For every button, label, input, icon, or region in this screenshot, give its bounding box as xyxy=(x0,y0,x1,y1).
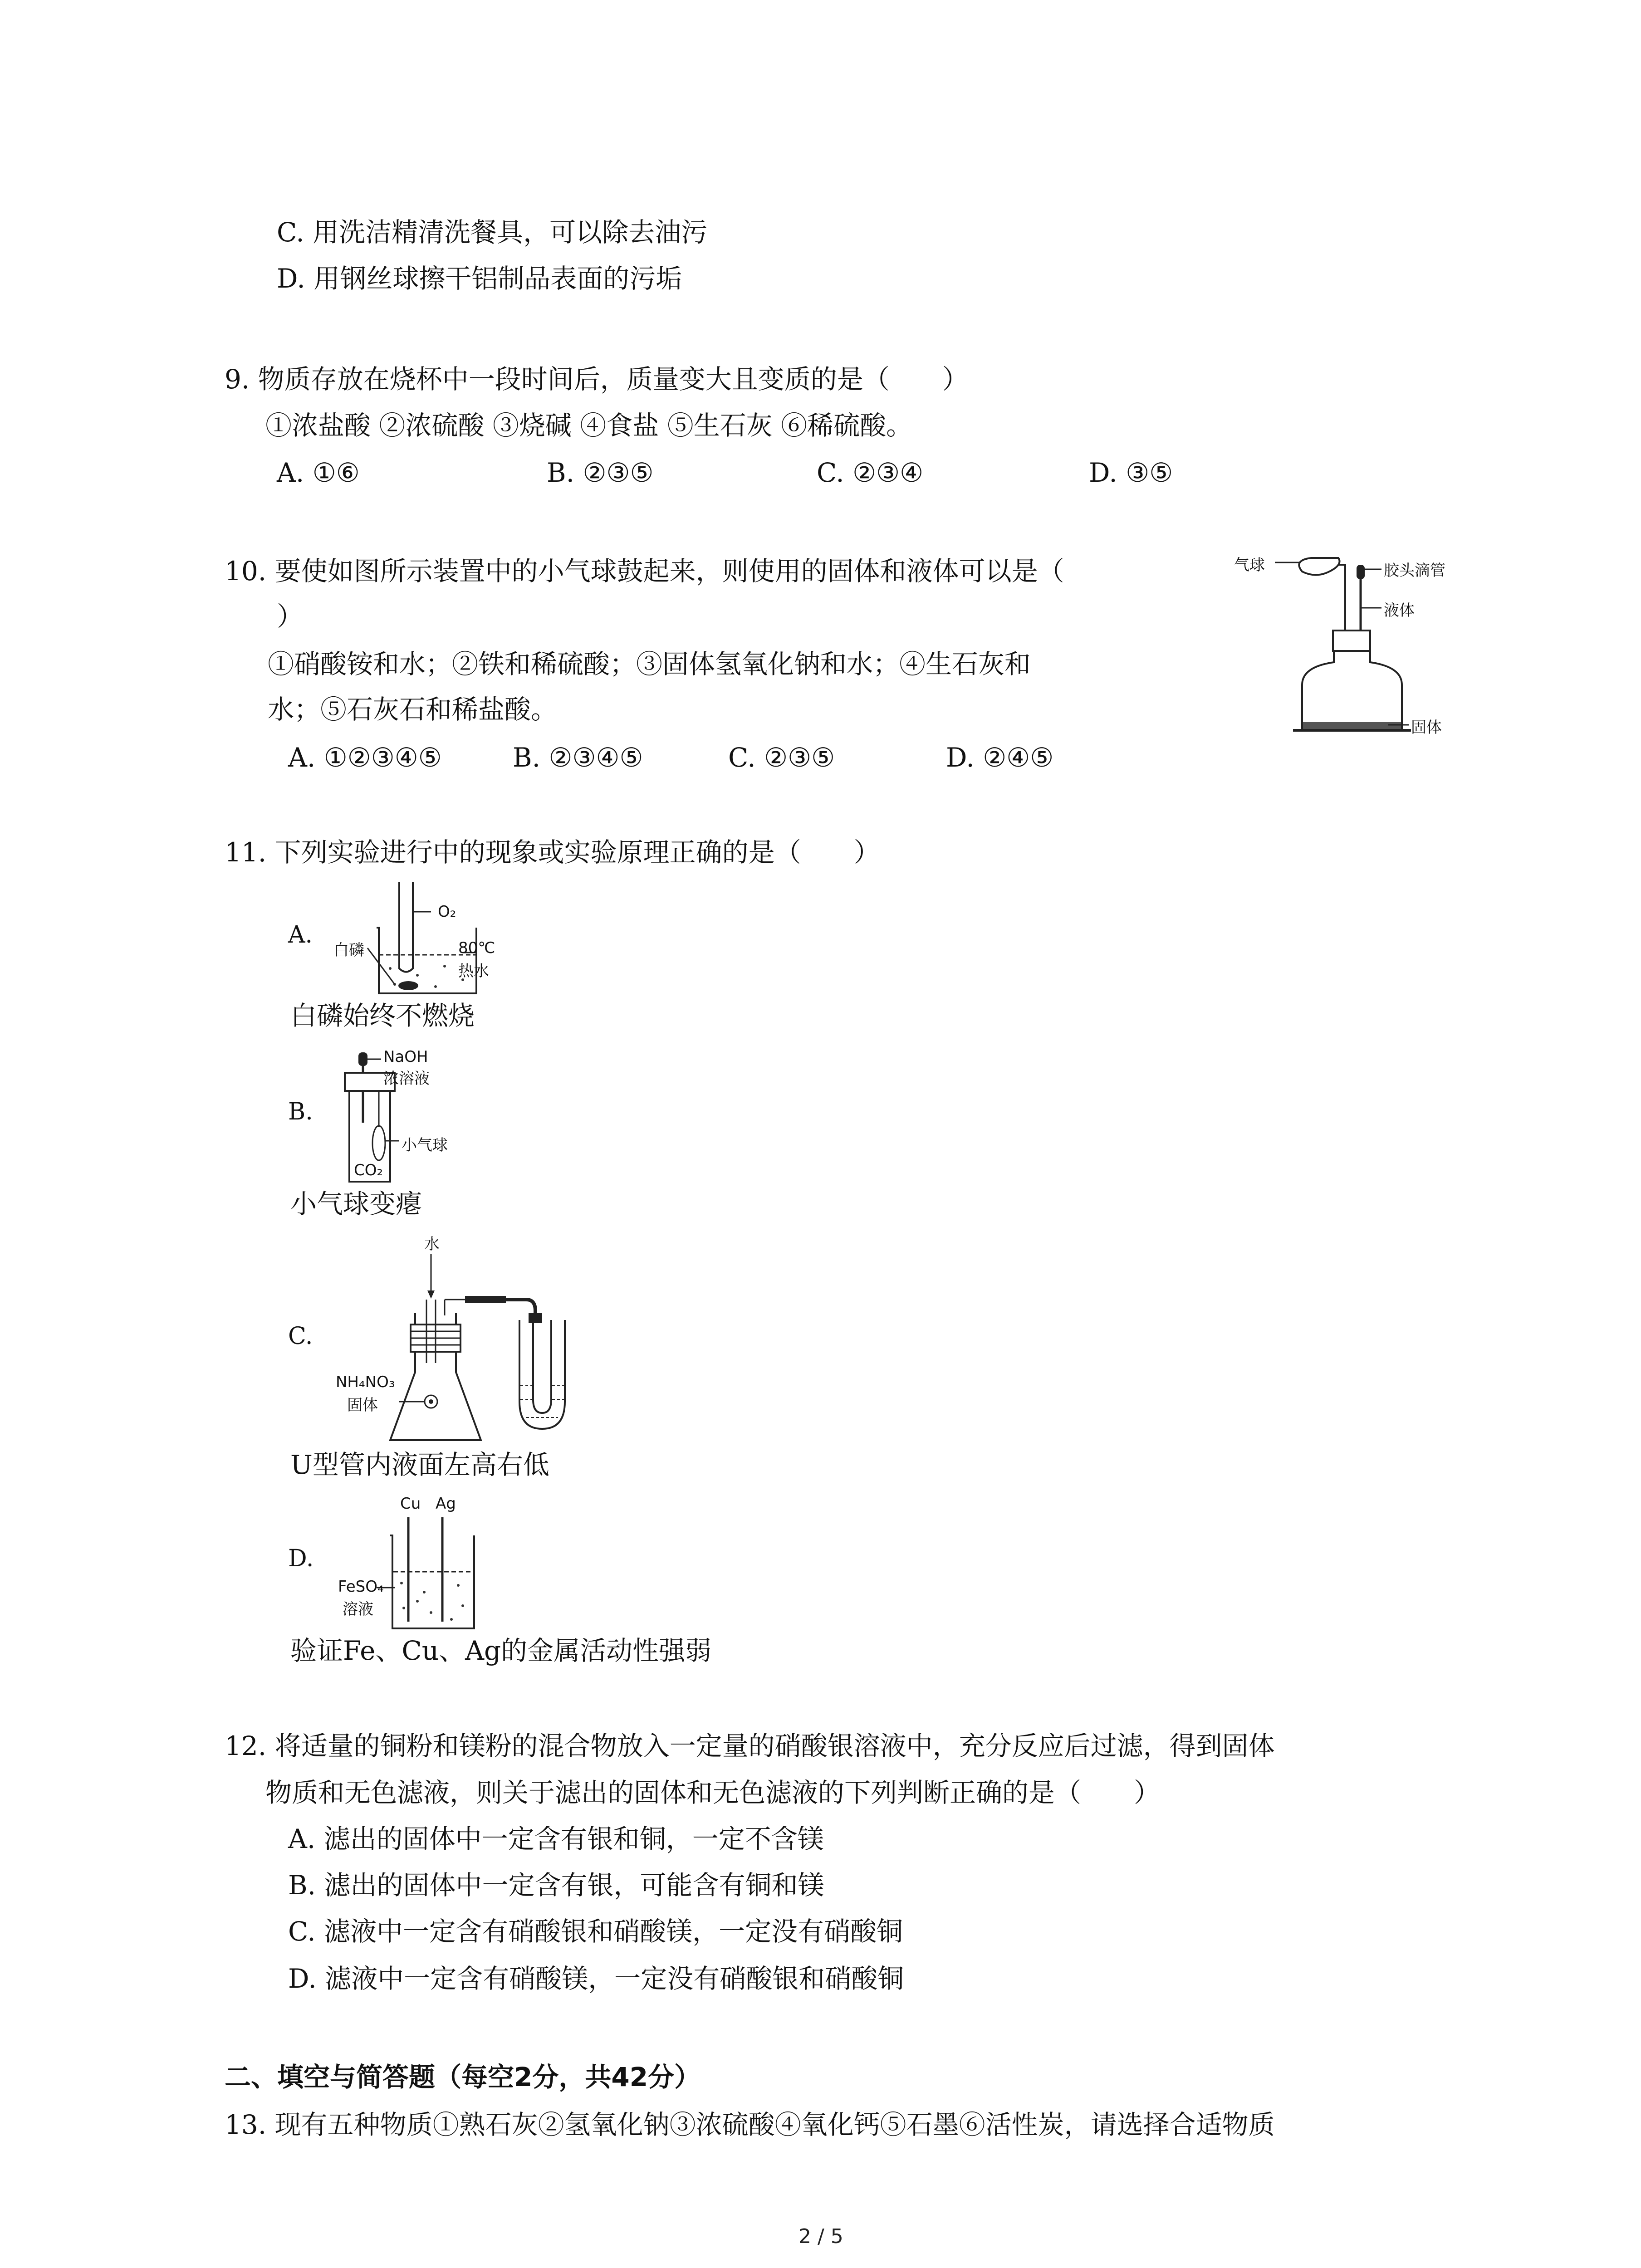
q11-d-letter: D. xyxy=(288,1545,314,1572)
q11-a-letter: A. xyxy=(288,921,313,948)
q11-c-label-nh4no3: NH₄NO₃ xyxy=(336,1373,395,1391)
q10-option-b: B. ②③④⑤ xyxy=(513,742,643,773)
q10-stem-line1: 10. 要使如图所示装置中的小气球鼓起来，则使用的固体和液体可以是（ xyxy=(225,556,1064,587)
q13-stem: 13. 现有五种物质①熟石灰②氢氧化钠③浓硫酸④氧化钙⑤石墨⑥活性炭，请选择合适物质 xyxy=(225,2109,1275,2140)
q12-option-b: B. 滤出的固体中一定含有银，可能含有铜和镁 xyxy=(288,1870,824,1901)
q9-option-c: C. ②③④ xyxy=(817,457,924,488)
q11-b-label-balloon: 小气球 xyxy=(402,1136,448,1154)
q10-label-balloon: 气球 xyxy=(1234,556,1265,574)
q11-c-letter: C. xyxy=(288,1323,313,1350)
q11-b-figure xyxy=(327,1046,508,1186)
q10-option-c: C. ②③⑤ xyxy=(728,742,835,773)
q12-stem-line2: 物质和无色滤液，则关于滤出的固体和无色滤液的下列判断正确的是（ ） xyxy=(265,1777,1161,1808)
q10-list-line2: 水；⑤石灰石和稀盐酸。 xyxy=(268,694,558,725)
q11-c-caption: U型管内液面左高右低 xyxy=(290,1449,549,1480)
q11-b-label-naoh: NaOH xyxy=(383,1048,428,1066)
q11-stem: 11. 下列实验进行中的现象或实验原理正确的是（ ） xyxy=(225,837,880,868)
q12-option-d: D. 滤液中一定含有硝酸镁，一定没有硝酸银和硝酸铜 xyxy=(288,1963,904,1994)
q11-a-caption: 白磷始终不燃烧 xyxy=(290,1000,475,1031)
q11-c-figure xyxy=(327,1232,617,1449)
q9-list: ①浓盐酸 ②浓硫酸 ③烧碱 ④食盐 ⑤生石灰 ⑥稀硫酸。 xyxy=(265,410,913,441)
section2-heading: 二、填空与简答题（每空2分，共42分） xyxy=(225,2062,701,2092)
q9-option-d: D. ③⑤ xyxy=(1089,457,1173,488)
q11-d-caption: 验证Fe、Cu、Ag的金属活动性强弱 xyxy=(290,1635,712,1666)
q11-b-label-conc: 浓溶液 xyxy=(383,1070,430,1088)
q9-stem: 9. 物质存放在烧杯中一段时间后，质量变大且变质的是（ ） xyxy=(225,364,969,395)
q10-label-dropper: 胶头滴管 xyxy=(1384,562,1445,580)
q12-option-a: A. 滤出的固体中一定含有银和铜，一定不含镁 xyxy=(288,1823,824,1854)
q11-c-label-water: 水 xyxy=(424,1235,440,1253)
q10-option-a: A. ①②③④⑤ xyxy=(288,742,442,773)
q10-list-line1: ①硝酸铵和水；②铁和稀硫酸；③固体氢氧化钠和水；④生石灰和 xyxy=(268,649,1031,679)
q12-option-c: C. 滤液中一定含有硝酸银和硝酸镁，一定没有硝酸铜 xyxy=(288,1916,903,1947)
q8-option-c: C. 用洗洁精清洗餐具，可以除去油污 xyxy=(277,217,708,248)
q9-option-a: A. ①⑥ xyxy=(277,457,360,488)
q12-stem-line1: 12. 将适量的铜粉和镁粉的混合物放入一定量的硝酸银溶液中，充分反应后过滤，得到固体 xyxy=(225,1730,1275,1761)
q11-d-label-ag: Ag xyxy=(436,1495,456,1513)
q11-d-figure xyxy=(327,1492,517,1637)
q11-d-label-feso4: FeSO₄ xyxy=(338,1578,384,1596)
page-number: 2 / 5 xyxy=(798,2225,843,2248)
q10-stem-line2: ） xyxy=(277,601,304,632)
q10-option-d: D. ②④⑤ xyxy=(946,742,1054,773)
q11-a-figure xyxy=(327,878,508,996)
q11-c-drawing xyxy=(327,1232,617,1449)
q11-a-label-hot-water: 热水 xyxy=(458,962,489,980)
q8-option-d: D. 用钢丝球擦干铝制品表面的污垢 xyxy=(277,263,682,294)
q11-a-label-temp: 80℃ xyxy=(458,939,495,957)
q11-b-label-co2: CO₂ xyxy=(354,1161,383,1179)
q11-a-label-o2: O₂ xyxy=(438,903,456,921)
q11-a-label-white-p: 白磷 xyxy=(333,941,364,959)
q10-label-liquid: 液体 xyxy=(1384,601,1415,620)
q10-label-solid: 固体 xyxy=(1411,719,1442,737)
q11-b-caption: 小气球变瘪 xyxy=(290,1188,422,1219)
q11-c-label-solid: 固体 xyxy=(347,1396,378,1414)
q10-figure xyxy=(1225,544,1479,753)
q9-option-b: B. ②③⑤ xyxy=(547,457,654,488)
q11-d-label-solution: 溶液 xyxy=(343,1600,373,1618)
q11-b-letter: B. xyxy=(288,1098,313,1125)
q11-d-label-cu: Cu xyxy=(400,1495,421,1513)
